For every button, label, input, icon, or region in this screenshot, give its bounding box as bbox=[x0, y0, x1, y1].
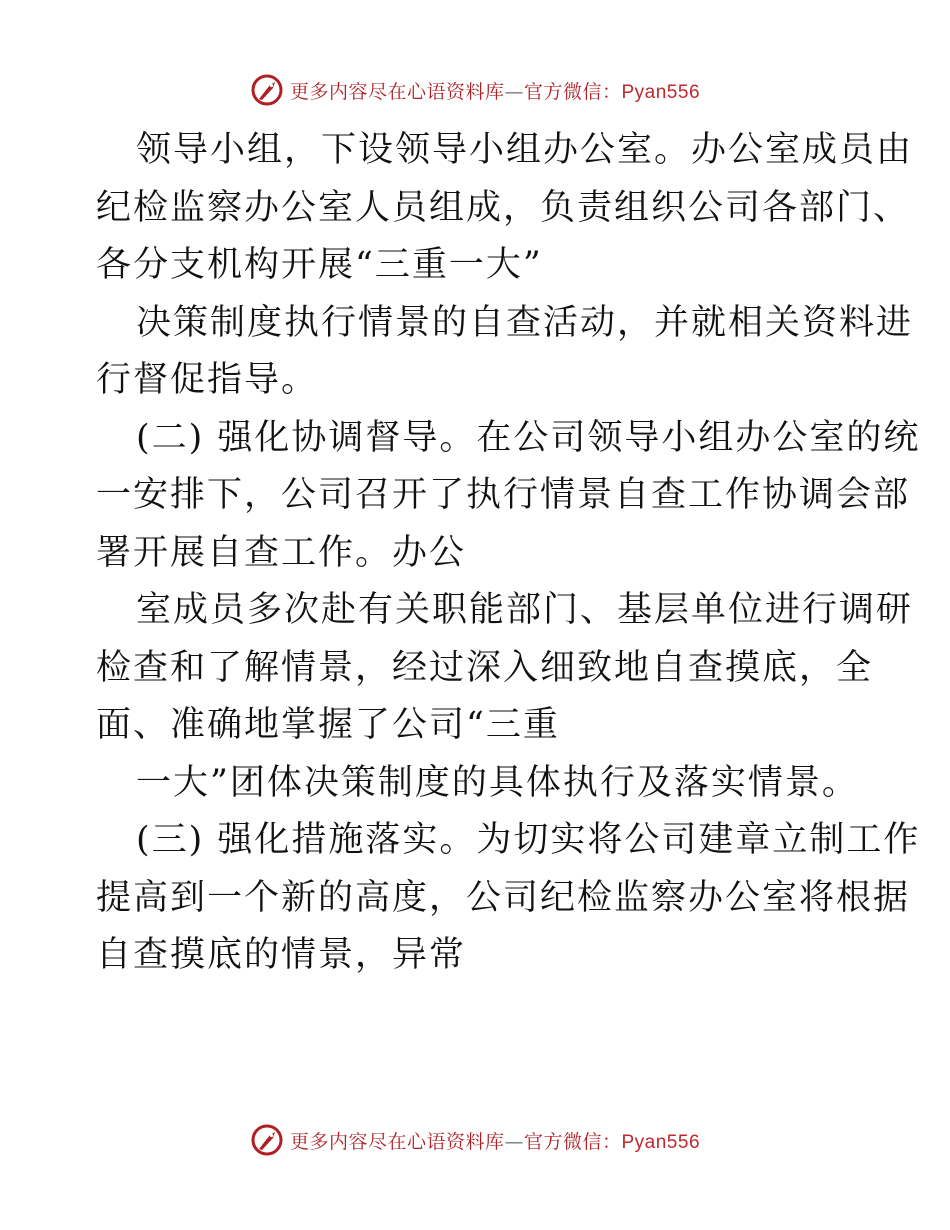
text-line: 一大”团体决策制度的具体执行及落实情景。 bbox=[136, 762, 859, 803]
header-banner bbox=[0, 70, 950, 110]
text-line: 提高到一个新的高度，公司纪检监察办公室将根据 bbox=[96, 877, 911, 918]
text-line: 一安排下，公司召开了执行情景自查工作协调会部 bbox=[96, 475, 911, 515]
document-body bbox=[96, 122, 921, 985]
text-line: 纪检监察办公室人员组成，负责组织公司各部门、 bbox=[96, 187, 911, 228]
text-line: 领导小组，下设领导小组办公室。办公室成员由 bbox=[136, 130, 914, 170]
text-line: 检查和了解情景，经过深入细致地自查摸底，全 bbox=[96, 647, 874, 688]
text-line: 各分支机构开展“三重一大” bbox=[96, 245, 543, 285]
text-line: 面、准确地掌握了公司“三重 bbox=[96, 705, 560, 745]
pen-nib-logo-icon bbox=[250, 1123, 284, 1157]
text-line: 署开展自查工作。办公 bbox=[96, 532, 467, 573]
text-line: 室成员多次赴有关职能部门、基层单位进行调研 bbox=[136, 590, 914, 630]
text-line: (二) 强化协调督导。在公司领导小组办公室的统 bbox=[136, 417, 921, 458]
text-line: (三) 强化措施落实。为切实将公司建章立制工作 bbox=[136, 820, 921, 860]
text-line: 决策制度执行情景的自查活动，并就相关资料进 bbox=[136, 302, 914, 343]
text-line: 行督促指导。 bbox=[96, 360, 319, 400]
footer-banner bbox=[0, 1120, 950, 1160]
pen-nib-logo-icon bbox=[250, 73, 284, 107]
banner-text: 更多内容尽在心语资料库—官方微信：Pyan556 bbox=[289, 1130, 701, 1153]
banner-text: 更多内容尽在心语资料库—官方微信：Pyan556 bbox=[289, 80, 701, 103]
text-line: 自查摸底的情景，异常 bbox=[96, 935, 467, 975]
